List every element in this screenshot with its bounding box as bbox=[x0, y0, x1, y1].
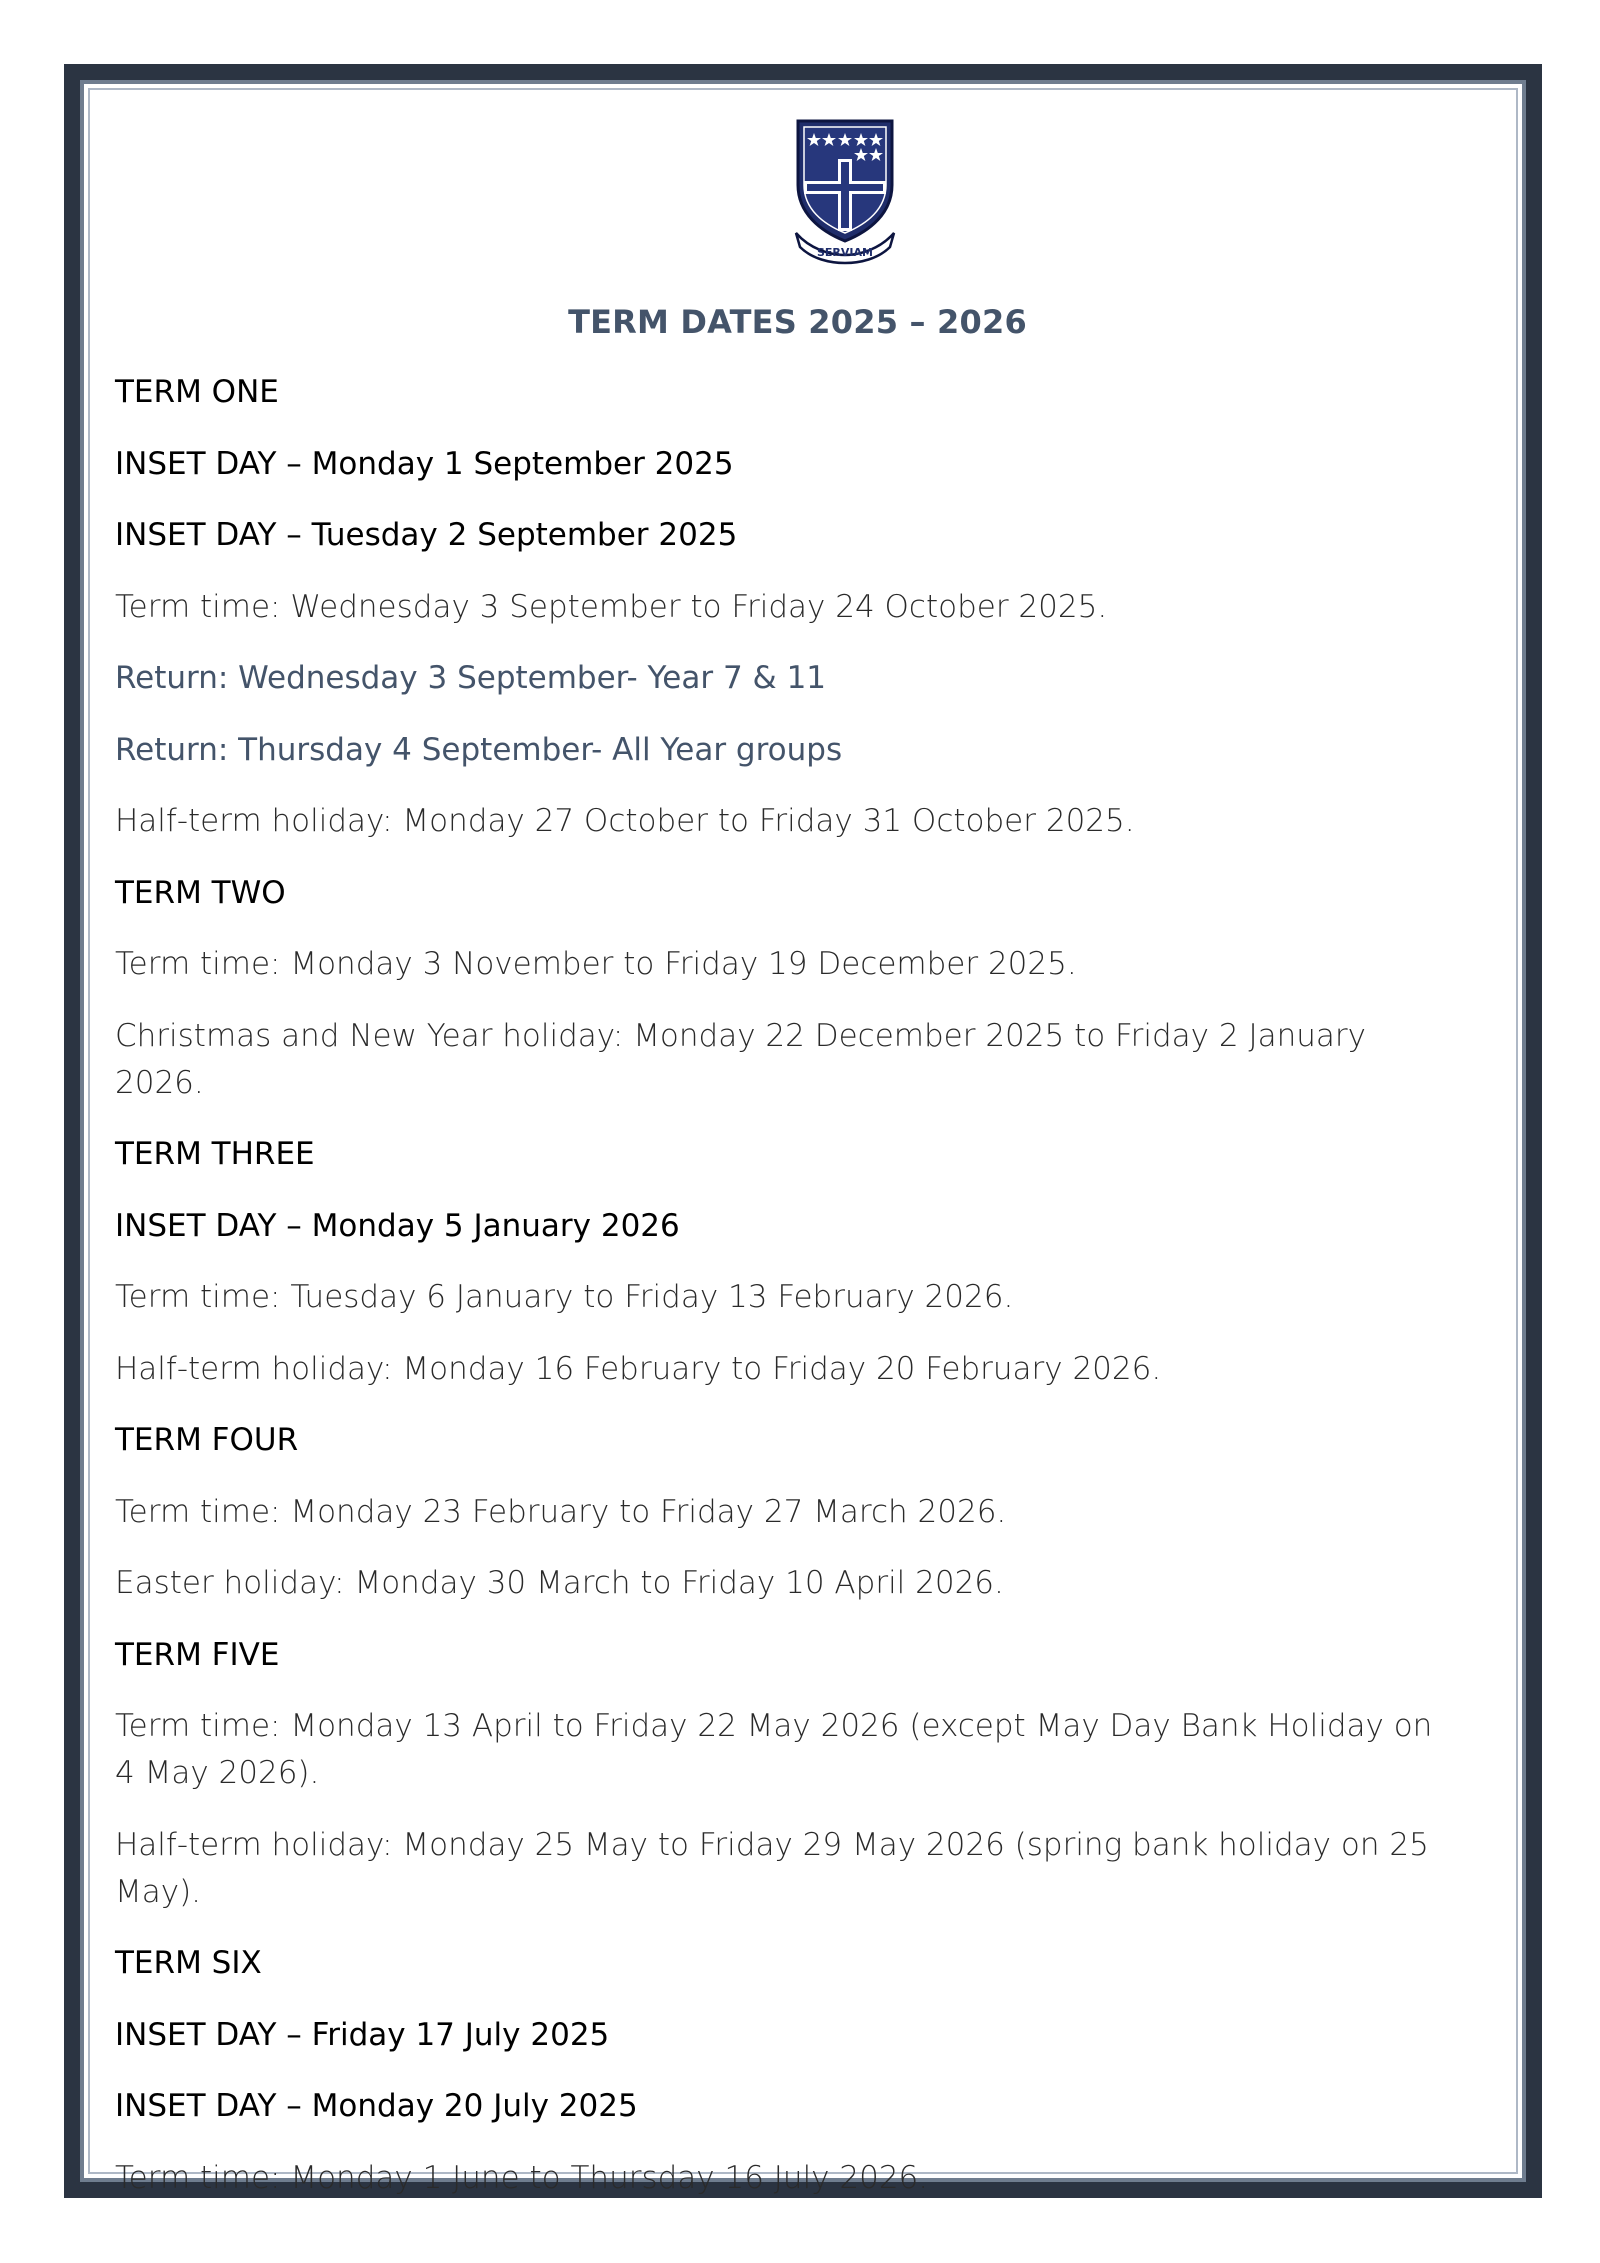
date-line: Term time: Monday 23 February to Friday 27 March 2026. bbox=[115, 1493, 1007, 1530]
inset-day-line: INSET DAY – Monday 20 July 2025 bbox=[115, 2088, 638, 2124]
school-crest-logo bbox=[790, 115, 900, 265]
inset-day-line: INSET DAY – Monday 1 September 2025 bbox=[115, 445, 734, 482]
inset-day-line: INSET DAY – Friday 17 July 2025 bbox=[115, 2016, 610, 2053]
date-line: Term time: Wednesday 3 September to Friday 24 October 2025. bbox=[115, 588, 1108, 625]
date-line: Term time: Monday 1 June to Thursday 16 July 2026. bbox=[115, 2159, 929, 2196]
date-line: Term time: Tuesday 6 January to Friday 13 February 2026. bbox=[115, 1279, 1014, 1315]
term-heading: TERM FIVE bbox=[115, 1636, 280, 1673]
return-line: Return: Wednesday 3 September- Year 7 & 11 bbox=[115, 660, 827, 696]
term-heading: TERM SIX bbox=[115, 1945, 262, 1981]
crest-motto: SERVIAM bbox=[817, 246, 873, 259]
term-dates-list bbox=[115, 369, 1445, 2226]
date-line: Term time: Monday 3 November to Friday 19 December 2025. bbox=[115, 946, 1077, 982]
document-title: TERM DATES 2025 – 2026 bbox=[568, 303, 1027, 341]
term-heading: TERM TWO bbox=[115, 874, 286, 911]
date-line: Easter holiday: Monday 30 March to Friday 10 April 2026. bbox=[115, 1565, 1004, 1601]
date-line: Half-term holiday: Monday 16 February to Friday 20 February 2026. bbox=[115, 1350, 1162, 1387]
term-heading: TERM ONE bbox=[115, 374, 279, 410]
term-heading: TERM FOUR bbox=[115, 1422, 299, 1458]
term-heading: TERM THREE bbox=[115, 1136, 315, 1172]
inset-day-line: INSET DAY – Monday 5 January 2026 bbox=[115, 1207, 680, 1244]
date-line: Christmas and New Year holiday: Monday 22 December 2025 to Friday 2 January 2026. bbox=[115, 1017, 1366, 1101]
return-line: Return: Thursday 4 September- All Year groups bbox=[115, 731, 843, 768]
date-line: Term time: Monday 13 April to Friday 22 May 2026 (except May Day Bank Holiday on 4 May 2026). bbox=[115, 1708, 1433, 1791]
date-line: Half-term holiday: Monday 27 October to Friday 31 October 2025. bbox=[115, 803, 1135, 839]
inset-day-line: INSET DAY – Tuesday 2 September 2025 bbox=[115, 517, 738, 553]
date-line: Half-term holiday: Monday 25 May to Friday 29 May 2026 (spring bank holiday on 25 May). bbox=[115, 1826, 1429, 1910]
